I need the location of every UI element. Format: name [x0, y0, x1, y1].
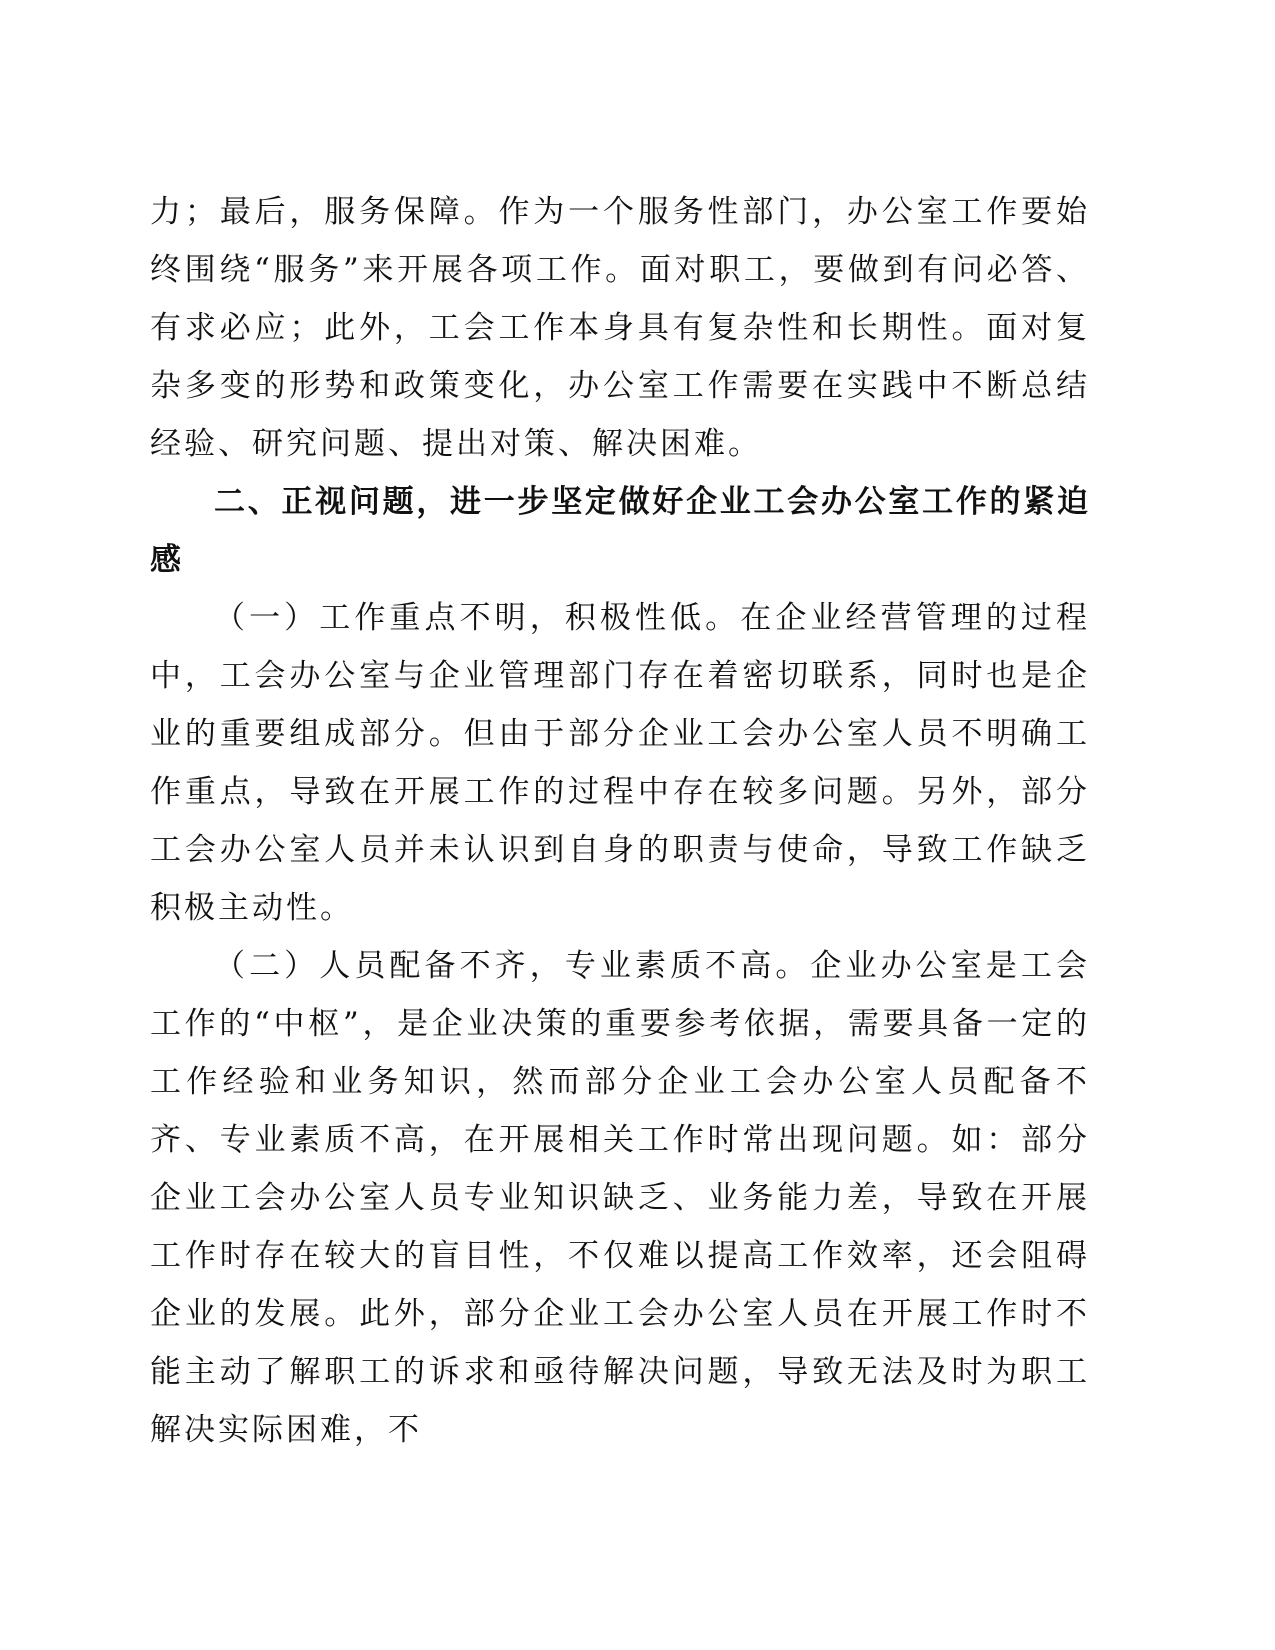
paragraph-subsection-two: （二）人员配备不齐，专业素质不高。企业办公室是工会工作的“中枢”，是企业决策的重要参考依据，需要具备一定的工作经验和业务知识，然而部分企业工会办公室人员配备不齐、专业素质不高，在开展相关工作时常出现问题。如：部分企业工会办公室人员专业知识缺乏、业务能力差，导致在开展工作时存在较大的盲目性，不仅难以提高工作效率，还会阻碍企业的发展。此外，部分企业工会办公室人员在开展工作时不能主动了解职工的诉求和亟待解决问题，导致无法及时为职工解决实际困难，不: [150, 948, 1090, 1448]
document-body: [150, 183, 1090, 1459]
paragraph-subsection-one: （一）工作重点不明，积极性低。在企业经营管理的过程中，工会办公室与企业管理部门存在着密切联系，同时也是企业的重要组成部分。但由于部分企业工会办公室人员不明确工作重点，导致在开展工作的过程中存在较多问题。另外，部分工会办公室人员并未认识到自身的职责与使命，导致工作缺乏积极主动性。: [150, 600, 1090, 926]
section-heading-two: 二、正视问题，进一步坚定做好企业工会办公室工作的紧迫感: [150, 484, 1090, 578]
paragraph-continued-text: 力；最后，服务保障。作为一个服务性部门，办公室工作要始终围绕“服务”来开展各项工作。面对职工，要做到有问必答、有求必应；此外，工会工作本身具有复杂性和长期性。面对复杂多变的形势和政策变化，办公室工作需要在实践中不断总结经验、研究问题、提出对策、解决困难。: [150, 194, 1090, 462]
